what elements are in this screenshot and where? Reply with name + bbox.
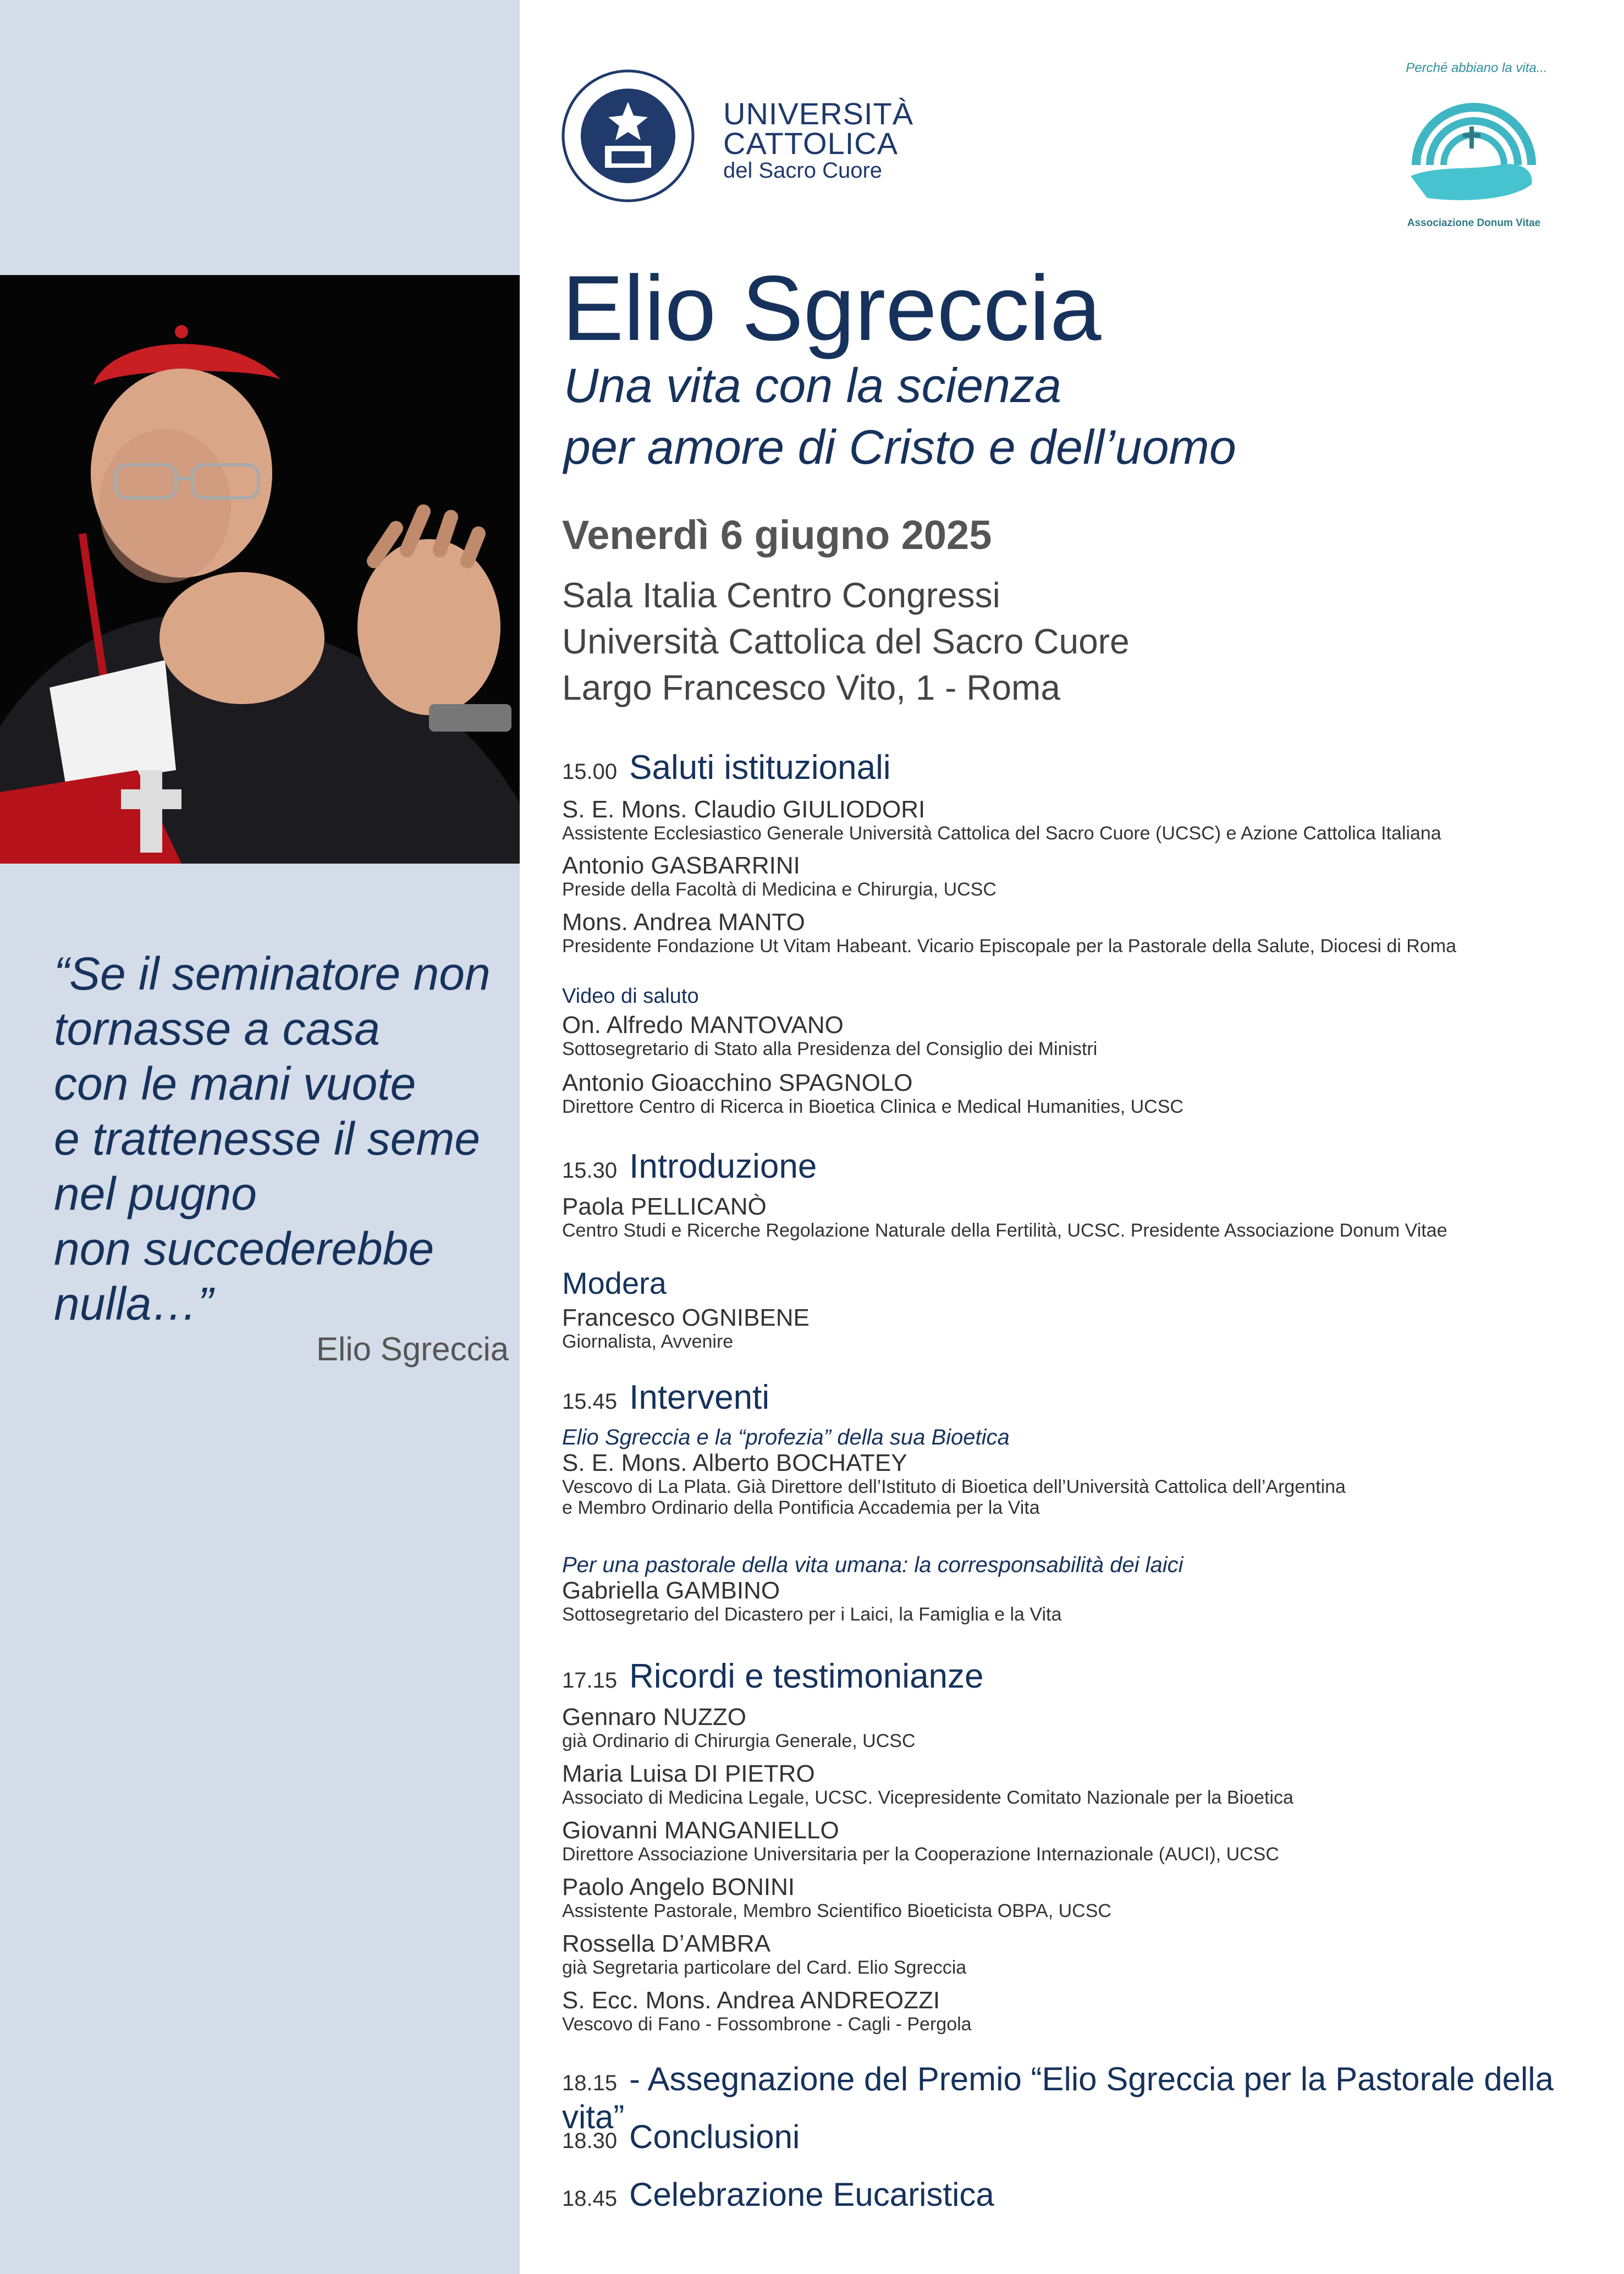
speaker <box>562 1012 1607 1059</box>
event-venue <box>562 572 1130 711</box>
section-title: Ricordi e testimonianze <box>629 1657 984 1695</box>
section-title: Celebrazione Eucaristica <box>629 2176 994 2213</box>
speaker <box>562 1305 1607 1352</box>
section-title: Interventi <box>629 1378 770 1416</box>
quote-line: con le mani vuote <box>54 1058 416 1109</box>
section-time: 15.30 <box>562 1158 618 1183</box>
speaker <box>562 1704 1607 1751</box>
ucsc-wordmark <box>723 96 914 183</box>
quote-line: tornasse a casa <box>54 1003 381 1054</box>
speaker-name: Antonio GASBARRINI <box>562 852 800 879</box>
speaker-name: Maria Luisa DI PIETRO <box>562 1760 815 1787</box>
speaker-name: Francesco OGNIBENE <box>562 1304 810 1331</box>
quote-line: non succederebbe <box>54 1223 434 1275</box>
speaker-role: Direttore Centro di Ricerca in Bioetica Clinica e Medical Humanities, UCSC <box>562 1096 1183 1117</box>
program-section-interventi <box>562 1378 1607 1417</box>
speaker-role: Sottosegretario di Stato alla Presidenza del Consiglio dei Ministri <box>562 1039 1098 1059</box>
section-time: 18.30 <box>562 2129 618 2153</box>
program-section-ricordi <box>562 1657 1607 1696</box>
speaker-name: Gennaro NUZZO <box>562 1704 746 1731</box>
section-title: Introduzione <box>629 1147 817 1185</box>
venue-line: Largo Francesco Vito, 1 - Roma <box>562 668 1060 707</box>
speaker <box>562 1987 1607 2035</box>
speaker-name: Paolo Angelo BONINI <box>562 1874 795 1901</box>
speaker-name: Paola PELLICANÒ <box>562 1193 767 1220</box>
quote-line: nulla…” <box>54 1278 213 1330</box>
speaker-role: Preside della Facoltà di Medicina e Chirurgia, UCSC <box>562 879 997 900</box>
speaker <box>562 1761 1607 1808</box>
speaker-role: già Ordinario di Chirurgia Generale, UCSC <box>562 1731 916 1751</box>
speaker-name: Giovanni MANGANIELLO <box>562 1817 839 1844</box>
event-title: Elio Sgreccia <box>562 256 1102 360</box>
speaker-role: Centro Studi e Ricerche Regolazione Naturale della Fertilità, UCSC. Presidente Associazione Donum Vitae <box>562 1220 1447 1241</box>
speaker-role: Sottosegretario del Dicastero per i Laici, la Famiglia e la Vita <box>562 1604 1062 1625</box>
speaker <box>562 1817 1607 1865</box>
talk <box>562 1425 1607 1518</box>
ucsc-line-2: CATTOLICA <box>723 126 899 161</box>
section-title: Conclusioni <box>629 2118 800 2155</box>
ucsc-line-3: del Sacro Cuore <box>723 158 883 183</box>
quote-author: Elio Sgreccia <box>316 1331 509 1367</box>
program-section-conclusioni <box>562 2118 1607 2156</box>
program-section-introduzione <box>562 1147 1607 1186</box>
program-section-saluti <box>562 748 1607 787</box>
speaker-role: Presidente Fondazione Ut Vitam Habeant. Vicario Episcopale per la Pastorale della Salute, Diocesi di Roma <box>562 936 1456 957</box>
speaker <box>562 1931 1607 1978</box>
portrait-photo <box>0 275 520 864</box>
speaker-name: Antonio Gioacchino SPAGNOLO <box>562 1069 913 1096</box>
hands-icon <box>1405 83 1543 215</box>
section-time: 18.15 <box>562 2071 618 2095</box>
speaker <box>562 1194 1607 1241</box>
speaker-role: Assistente Pastorale, Membro Scientifico Bioeticista OBPA, UCSC <box>562 1901 1111 1921</box>
ucsc-logo <box>561 69 914 212</box>
quote-text <box>54 946 505 1331</box>
venue-line: Università Cattolica del Sacro Cuore <box>562 622 1130 661</box>
talk-title: Per una pastorale della vita umana: la corresponsabilità dei laici <box>562 1553 1183 1577</box>
donum-vitae-motto: Perché abbiano la vita... <box>1406 61 1548 75</box>
speaker-name: Mons. Andrea MANTO <box>562 909 805 936</box>
speaker-name: Gabriella GAMBINO <box>562 1577 780 1604</box>
speaker-name: Rossella D’AMBRA <box>562 1930 770 1957</box>
section-time: 17.15 <box>562 1668 618 1693</box>
quote-line: e trattenesse il seme <box>54 1113 481 1165</box>
program-section-celebrazione <box>562 2176 1607 2213</box>
section-time: 15.00 <box>562 760 618 784</box>
event-date: Venerdì 6 giugno 2025 <box>562 512 992 558</box>
speaker <box>562 853 1607 900</box>
moderator-title: Modera <box>562 1266 667 1300</box>
event-subtitle <box>564 355 1236 478</box>
ucsc-line-1: UNIVERSITÀ <box>723 96 914 131</box>
speaker <box>562 1874 1607 1921</box>
subtitle-line-1: Una vita con la scienza <box>564 358 1061 413</box>
speaker <box>562 797 1607 844</box>
section-time: 18.45 <box>562 2187 618 2211</box>
quote-line: “Se il seminatore non <box>54 948 491 999</box>
venue-line: Sala Italia Centro Congressi <box>562 575 1000 615</box>
speaker-role: già Segretaria particolare del Card. Elio Sgreccia <box>562 1957 967 1978</box>
speaker-role: Associato di Medicina Legale, UCSC. Vicepresidente Comitato Nazionale per la Bioetica <box>562 1787 1293 1808</box>
speaker-role: Giornalista, Avvenire <box>562 1331 734 1352</box>
speaker <box>562 909 1607 957</box>
speaker-role: Vescovo di La Plata. Già Direttore dell’Istituto di Bioetica dell’Università Cattolica dell’Argentina <box>562 1476 1346 1497</box>
speaker-name: On. Alfredo MANTOVANO <box>562 1012 844 1039</box>
section-title: - Assegnazione del Premio “Elio Sgreccia per la Pastorale della vita” <box>562 2061 1554 2135</box>
section-time: 15.45 <box>562 1389 618 1414</box>
portrait-illustration <box>0 275 520 864</box>
subtitle-line-2: per amore di Cristo e dell’uomo <box>564 420 1236 474</box>
speaker-role: Direttore Associazione Universitaria per la Cooperazione Internazionale (AUCI), UCSC <box>562 1844 1279 1865</box>
speaker-role: Assistente Ecclesiastico Generale Università Cattolica del Sacro Cuore (UCSC) e Azione Cattolica Italiana <box>562 823 1441 844</box>
donum-vitae-caption: Associazione Donum Vitae <box>1407 217 1541 229</box>
speaker-role: Vescovo di Fano - Fossombrone - Cagli - Pergola <box>562 2014 972 2035</box>
talk-title: Elio Sgreccia e la “profezia” della sua Bioetica <box>562 1425 1010 1449</box>
quote-line: nel pugno <box>54 1168 257 1220</box>
speaker-name: S. Ecc. Mons. Andrea ANDREOZZI <box>562 1987 940 2014</box>
video-greeting-label: Video di saluto <box>562 985 699 1008</box>
speaker-role: e Membro Ordinario della Pontificia Accademia per la Vita <box>562 1497 1040 1518</box>
section-title: Saluti istituzionali <box>629 749 891 787</box>
speaker <box>562 1070 1607 1117</box>
talk <box>562 1552 1607 1625</box>
speaker-name: S. E. Mons. Claudio GIULIODORI <box>562 796 926 823</box>
speaker-name: S. E. Mons. Alberto BOCHATEY <box>562 1449 907 1476</box>
ucsc-seal-icon <box>561 69 696 204</box>
donum-vitae-logo <box>1397 61 1551 237</box>
